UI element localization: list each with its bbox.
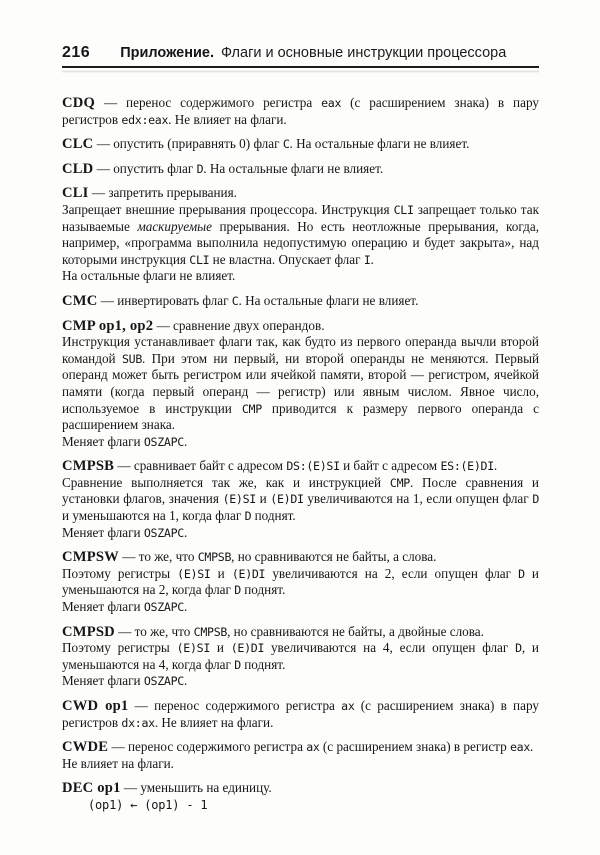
inline-code: D: [234, 657, 241, 672]
body-text: .: [183, 599, 188, 615]
inline-code: eax: [510, 740, 531, 755]
body-text: приводится к размеру первого операнда с расширением знака.: [62, 400, 539, 433]
body-text: поднят.: [240, 656, 286, 672]
inline-code: D: [196, 161, 204, 176]
inline-code: OSZAPC: [143, 525, 184, 540]
inline-code: CMP: [241, 401, 262, 416]
body-text: Инструкция устанавливает флаги так, как будто из первого операнда вычли второй командой: [62, 334, 539, 366]
inline-code: D: [532, 492, 539, 507]
instruction-term: CMPSD: [62, 623, 115, 640]
entry-heading-line: [62, 698, 539, 731]
body-text: — перенос содержимого регистра: [128, 698, 342, 713]
body-text: и: [255, 491, 271, 507]
entry-heading-line: [62, 458, 539, 475]
inline-code: C: [231, 293, 239, 308]
inline-code: CLI: [189, 252, 210, 267]
inline-code: (E)SI: [177, 566, 211, 581]
inline-code: I: [363, 252, 371, 267]
body-text: , но сравниваются не байты, а слова.: [231, 549, 437, 565]
body-text: . При этом ни первый, ни второй операнды не меняются. Первый операнд может быть регистром или ячейкой памяти, второй — регистром, ячейкой памяти (когда первый операнд — регистр) или явным числом. Явное число, используемое в инструкции: [62, 350, 540, 416]
instruction-term: CLC: [62, 136, 94, 153]
entry-cld: [62, 161, 539, 178]
body-text: .: [183, 433, 188, 449]
body-text: — сравнение двух операндов.: [153, 317, 325, 333]
body-text: — то же, что: [114, 623, 194, 639]
inline-code: CLI: [393, 202, 414, 217]
body-text: Запрещает внешние прерывания процессора. Инструкция: [62, 201, 394, 217]
header-rule: [62, 66, 539, 68]
body-text: и уменьшаются на 1, когда флаг: [62, 508, 245, 524]
body-text: прерывания. Но есть неотложные прерывания, когда, например, «программа выполнила недопустимую операцию и будет закрыта», над которыми инструкция: [62, 218, 539, 267]
entry-paragraph: [62, 334, 539, 434]
body-text: . На остальные флаги не влияет.: [289, 136, 470, 152]
inline-code: OSZAPC: [143, 600, 184, 615]
body-text: Меняет флаги: [62, 433, 144, 449]
entries: [62, 95, 539, 814]
body-text: не властна. Опускает флаг: [209, 251, 364, 267]
body-text: , но сравниваются не байты, а двойные слова.: [227, 623, 484, 639]
inline-code: (E)SI: [222, 492, 256, 507]
entry-paragraph: [62, 673, 539, 690]
body-text: Не влияет на флаги.: [62, 755, 174, 771]
body-text: поднят.: [251, 508, 296, 524]
entry-paragraph: [62, 599, 539, 616]
inline-code: edx:eax: [121, 112, 169, 127]
inline-code: (E)DI: [270, 492, 304, 507]
body-text: Сравнение выполняется так же, как и инструкцией: [62, 474, 390, 490]
body-text: . На остальные флаги не влияет.: [203, 160, 384, 176]
page-number: 216: [62, 44, 91, 61]
inline-code: DS:(E)SI: [286, 459, 340, 474]
entry-heading-line: [62, 185, 539, 202]
body-text: .: [493, 458, 498, 474]
body-text: Меняет флаги: [62, 673, 144, 689]
body-text: увеличиваются на 2, если опущен флаг: [265, 565, 519, 581]
body-text: — опустить (приравнять 0) флаг: [93, 136, 283, 152]
inline-code: ES:(E)DI: [440, 459, 494, 474]
entry-heading-line: [62, 780, 539, 797]
header-rule-ghost: [62, 71, 539, 72]
body-text: (с расширением знака) в пару регистров: [62, 698, 539, 730]
inline-code: CMPSB: [193, 624, 228, 639]
entry-heading-line: [62, 161, 539, 178]
entry-paragraph: [62, 566, 539, 599]
entry-heading-line: [62, 95, 539, 128]
entry-cmc: [62, 293, 539, 310]
header-section-title: Флаги и основные инструкции процессора: [221, 45, 507, 61]
body-text: . На остальные флаги не влияет.: [238, 292, 419, 308]
inline-code: (E)DI: [230, 641, 265, 656]
body-text: .: [370, 251, 374, 267]
entry-heading-line: [62, 739, 539, 756]
entry-heading-line: [62, 318, 539, 335]
instruction-term: CDQ: [62, 95, 96, 111]
body-text: . Не влияет на флаги.: [168, 111, 287, 127]
entry-dec: [62, 780, 539, 813]
entry-heading-line: [62, 293, 539, 310]
instruction-term: CWDE: [62, 739, 109, 756]
inline-code: (E)DI: [231, 566, 266, 581]
body-text: и уменьшаются на 2, когда флаг: [62, 565, 539, 598]
inline-code: (E)SI: [176, 641, 211, 656]
entry-paragraph: [62, 525, 539, 542]
inline-code: dx:ax: [121, 715, 155, 730]
instruction-term: CLI: [62, 185, 89, 202]
inline-code: OSZAPC: [143, 674, 184, 689]
body-text: .: [530, 739, 534, 755]
entry-heading-line: [62, 549, 539, 566]
body-text: На остальные флаги не влияет.: [62, 268, 236, 284]
entry-cwde: [62, 739, 539, 772]
body-text: — опустить флаг: [93, 160, 197, 176]
instruction-term: CMP op1, op2: [62, 317, 154, 334]
body-text: — уменьшить на единицу.: [120, 780, 272, 796]
inline-code: C: [282, 137, 290, 152]
entry-paragraph: [62, 434, 539, 451]
emphasis-text: маскируемые: [137, 218, 212, 234]
entry-code-line: (op1) ← (op1) - 1: [88, 797, 208, 812]
instruction-term: CLD: [62, 160, 94, 177]
body-text: Меняет флаги: [62, 599, 144, 615]
body-text: .: [183, 673, 188, 689]
entry-paragraph: [62, 268, 539, 285]
header-section-label: Приложение.: [120, 45, 214, 61]
entry-cdq: [62, 95, 539, 128]
entry-cmpsb: [62, 458, 539, 541]
inline-code: D: [515, 641, 522, 656]
page-header: [62, 44, 539, 62]
entry-heading-line: [62, 624, 539, 641]
inline-code: D: [244, 509, 252, 524]
instruction-term: CMPSB: [62, 458, 115, 475]
inline-code: CMPSB: [197, 550, 232, 565]
inline-code: ax: [306, 740, 320, 755]
inline-code: D: [518, 566, 525, 581]
inline-code: SUB: [121, 351, 142, 366]
instruction-term: CMPSW: [62, 549, 119, 566]
body-text: запрещает только так называемые: [62, 201, 539, 234]
body-text: — перенос содержимого регистра: [108, 739, 307, 755]
entry-cwd: [62, 698, 539, 731]
entry-cmp: [62, 318, 539, 451]
body-text: Меняет флаги: [62, 524, 144, 540]
body-text: и: [210, 565, 232, 581]
body-text: и байт с адресом: [339, 458, 441, 474]
entry-paragraph: [62, 756, 539, 773]
body-text: — инвертировать флаг: [97, 292, 232, 308]
body-text: Поэтому регистры: [62, 640, 177, 656]
body-text: . После сравнения и установки флагов, значения: [62, 474, 539, 507]
entry-paragraph: [62, 475, 539, 525]
body-text: и: [210, 640, 231, 656]
body-text: (с расширением знака) в пару регистров: [62, 95, 539, 127]
entry-heading-line: [62, 136, 539, 153]
entry-cmpsw: [62, 549, 539, 615]
body-text: . Не влияет на флаги.: [154, 714, 274, 730]
body-text: увеличиваются на 1, если опущен флаг: [303, 491, 533, 507]
body-text: .: [183, 524, 188, 540]
instruction-term: CWD op1: [62, 698, 129, 714]
body-text: поднят.: [240, 582, 286, 598]
entry-paragraph: [62, 202, 539, 268]
entry-clc: [62, 136, 539, 153]
body-text: — запретить прерывания.: [88, 185, 237, 201]
body-text: увеличиваются на 4, если опущен флаг: [264, 640, 516, 656]
body-text: — сравнивает байт с адресом: [114, 458, 287, 474]
instruction-term: DEC op1: [62, 780, 121, 797]
body-text: — перенос содержимого регистра: [95, 95, 322, 110]
inline-code: OSZAPC: [143, 434, 184, 449]
inline-code: ax: [341, 699, 355, 713]
entry-cli: [62, 185, 539, 285]
inline-code: eax: [321, 96, 342, 110]
body-text: — то же, что: [118, 549, 198, 565]
inline-code: CMP: [389, 475, 410, 490]
entry-paragraph: [62, 640, 539, 673]
body-text: (с расширением знака) в регистр: [319, 739, 510, 755]
instruction-term: CMC: [62, 292, 98, 309]
entry-cmpsd: [62, 624, 539, 690]
body-text: , и уменьшаются на 4, когда флаг: [62, 640, 539, 672]
inline-code: D: [234, 583, 241, 598]
body-text: Поэтому регистры: [62, 565, 178, 581]
